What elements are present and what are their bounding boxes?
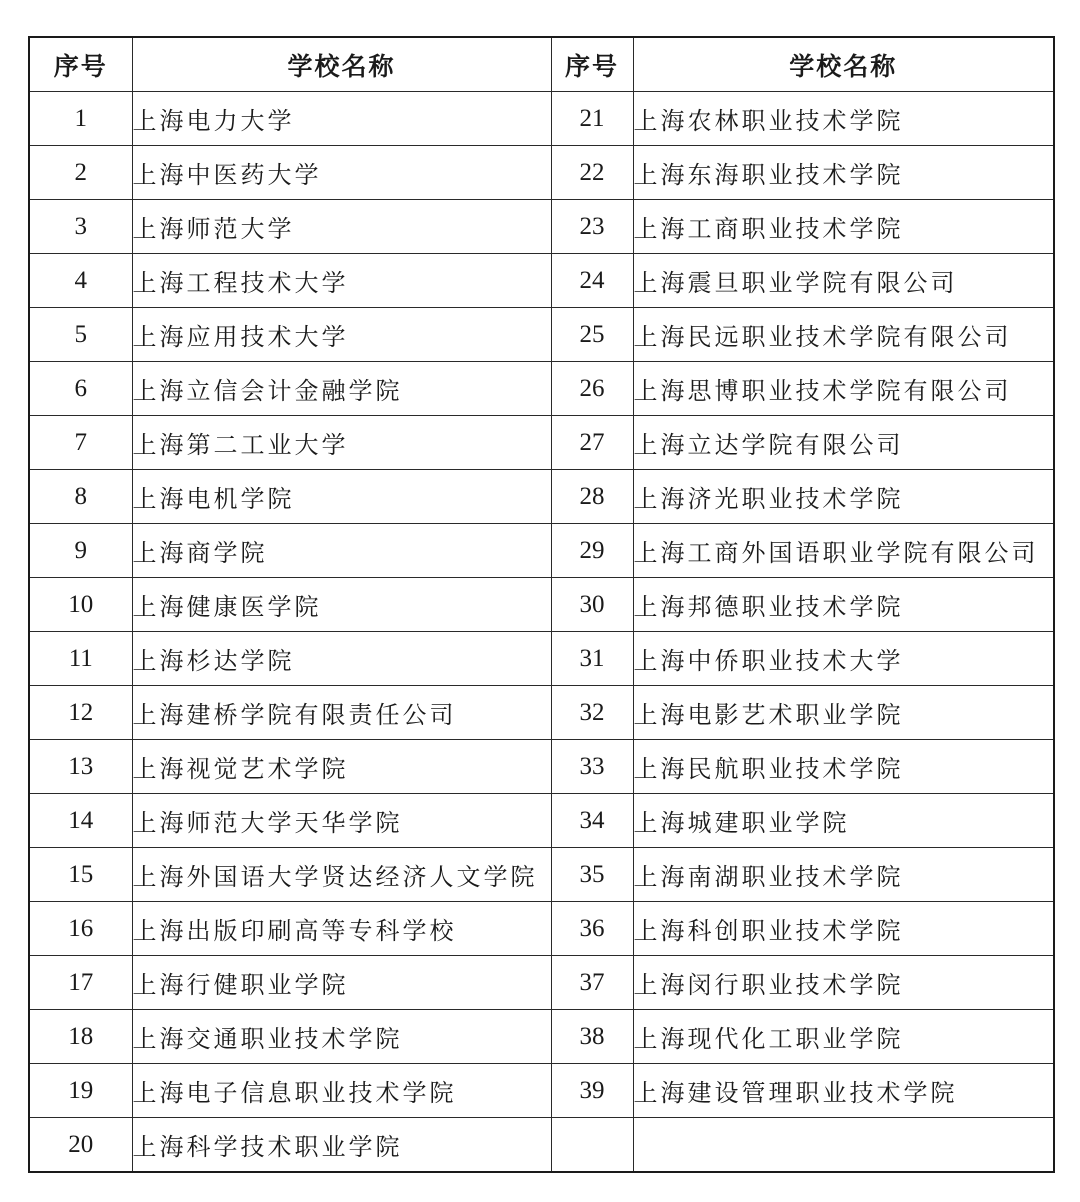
school-name-left-cell: 上海健康医学院 xyxy=(132,578,551,632)
seq-right-cell: 23 xyxy=(551,200,633,254)
school-name-left-cell: 上海外国语大学贤达经济人文学院 xyxy=(132,848,551,902)
seq-left-cell: 16 xyxy=(29,902,132,956)
seq-right-cell: 28 xyxy=(551,470,633,524)
school-name-right-cell: 上海建设管理职业技术学院 xyxy=(633,1064,1054,1118)
table-row xyxy=(29,524,1054,578)
seq-right-cell: 39 xyxy=(551,1064,633,1118)
school-name-left-cell: 上海商学院 xyxy=(132,524,551,578)
seq-right-cell: 21 xyxy=(551,92,633,146)
seq-right-cell: 35 xyxy=(551,848,633,902)
seq-right-cell: 36 xyxy=(551,902,633,956)
school-name-right-cell: 上海工商职业技术学院 xyxy=(633,200,1054,254)
school-name-left-cell: 上海电机学院 xyxy=(132,470,551,524)
table-row xyxy=(29,578,1054,632)
school-name-left-cell: 上海立信会计金融学院 xyxy=(132,362,551,416)
school-name-left-cell: 上海师范大学天华学院 xyxy=(132,794,551,848)
seq-right-cell: 26 xyxy=(551,362,633,416)
seq-right-cell: 33 xyxy=(551,740,633,794)
seq-left-cell: 11 xyxy=(29,632,132,686)
seq-right-cell: 29 xyxy=(551,524,633,578)
table-row xyxy=(29,200,1054,254)
seq-left-cell: 14 xyxy=(29,794,132,848)
seq-left-cell: 20 xyxy=(29,1118,132,1173)
seq-right-cell: 34 xyxy=(551,794,633,848)
school-name-right-cell: 上海科创职业技术学院 xyxy=(633,902,1054,956)
school-name-right-cell: 上海民远职业技术学院有限公司 xyxy=(633,308,1054,362)
table-row xyxy=(29,848,1054,902)
seq-right-cell: 24 xyxy=(551,254,633,308)
school-name-right-cell: 上海邦德职业技术学院 xyxy=(633,578,1054,632)
school-list-table xyxy=(28,36,1055,1173)
school-name-left-cell: 上海科学技术职业学院 xyxy=(132,1118,551,1173)
school-name-right-cell: 上海震旦职业学院有限公司 xyxy=(633,254,1054,308)
header-seq-left: 序号 xyxy=(29,37,132,92)
table-row xyxy=(29,740,1054,794)
table-row xyxy=(29,1064,1054,1118)
school-name-right-cell: 上海济光职业技术学院 xyxy=(633,470,1054,524)
seq-left-cell: 7 xyxy=(29,416,132,470)
school-name-right-cell: 上海思博职业技术学院有限公司 xyxy=(633,362,1054,416)
seq-right-cell: 37 xyxy=(551,956,633,1010)
table-row xyxy=(29,362,1054,416)
seq-right-cell: 38 xyxy=(551,1010,633,1064)
school-name-right-cell: 上海城建职业学院 xyxy=(633,794,1054,848)
table-row xyxy=(29,308,1054,362)
seq-left-cell: 12 xyxy=(29,686,132,740)
school-name-right-cell: 上海电影艺术职业学院 xyxy=(633,686,1054,740)
seq-right-cell: 27 xyxy=(551,416,633,470)
table-row xyxy=(29,686,1054,740)
seq-left-cell: 3 xyxy=(29,200,132,254)
school-name-right-cell: 上海现代化工职业学院 xyxy=(633,1010,1054,1064)
table-row xyxy=(29,956,1054,1010)
seq-left-cell: 17 xyxy=(29,956,132,1010)
school-name-right-cell: 上海工商外国语职业学院有限公司 xyxy=(633,524,1054,578)
seq-right-cell: 30 xyxy=(551,578,633,632)
seq-right-cell: 25 xyxy=(551,308,633,362)
school-name-left-cell: 上海电力大学 xyxy=(132,92,551,146)
school-name-right-cell: 上海南湖职业技术学院 xyxy=(633,848,1054,902)
table-row xyxy=(29,1118,1054,1173)
school-name-right-cell: 上海中侨职业技术大学 xyxy=(633,632,1054,686)
school-name-left-cell: 上海师范大学 xyxy=(132,200,551,254)
seq-left-cell: 6 xyxy=(29,362,132,416)
school-name-left-cell: 上海中医药大学 xyxy=(132,146,551,200)
seq-left-cell: 15 xyxy=(29,848,132,902)
seq-right-cell: 31 xyxy=(551,632,633,686)
seq-left-cell: 2 xyxy=(29,146,132,200)
table-row xyxy=(29,92,1054,146)
school-name-left-cell: 上海第二工业大学 xyxy=(132,416,551,470)
header-name-right: 学校名称 xyxy=(633,37,1054,92)
school-name-right-cell: 上海民航职业技术学院 xyxy=(633,740,1054,794)
seq-left-cell: 5 xyxy=(29,308,132,362)
table-row xyxy=(29,902,1054,956)
school-name-left-cell: 上海工程技术大学 xyxy=(132,254,551,308)
seq-left-cell: 19 xyxy=(29,1064,132,1118)
school-name-left-cell: 上海建桥学院有限责任公司 xyxy=(132,686,551,740)
header-row xyxy=(29,37,1054,92)
school-name-right-cell: 上海农林职业技术学院 xyxy=(633,92,1054,146)
seq-left-cell: 9 xyxy=(29,524,132,578)
seq-left-cell: 10 xyxy=(29,578,132,632)
school-name-left-cell: 上海视觉艺术学院 xyxy=(132,740,551,794)
seq-left-cell: 13 xyxy=(29,740,132,794)
school-name-right-cell: 上海立达学院有限公司 xyxy=(633,416,1054,470)
school-name-right-cell xyxy=(633,1118,1054,1173)
school-name-left-cell: 上海杉达学院 xyxy=(132,632,551,686)
header-name-left: 学校名称 xyxy=(132,37,551,92)
table-row xyxy=(29,470,1054,524)
seq-left-cell: 1 xyxy=(29,92,132,146)
table-row xyxy=(29,632,1054,686)
school-name-left-cell: 上海行健职业学院 xyxy=(132,956,551,1010)
seq-right-cell: 22 xyxy=(551,146,633,200)
seq-right-cell: 32 xyxy=(551,686,633,740)
header-seq-right: 序号 xyxy=(551,37,633,92)
school-name-left-cell: 上海出版印刷高等专科学校 xyxy=(132,902,551,956)
school-name-right-cell: 上海闵行职业技术学院 xyxy=(633,956,1054,1010)
seq-left-cell: 18 xyxy=(29,1010,132,1064)
table-row xyxy=(29,416,1054,470)
school-name-right-cell: 上海东海职业技术学院 xyxy=(633,146,1054,200)
seq-right-cell xyxy=(551,1118,633,1173)
seq-left-cell: 8 xyxy=(29,470,132,524)
school-name-left-cell: 上海应用技术大学 xyxy=(132,308,551,362)
table-row xyxy=(29,794,1054,848)
school-name-left-cell: 上海交通职业技术学院 xyxy=(132,1010,551,1064)
table-row xyxy=(29,146,1054,200)
seq-left-cell: 4 xyxy=(29,254,132,308)
school-name-left-cell: 上海电子信息职业技术学院 xyxy=(132,1064,551,1118)
table-row xyxy=(29,1010,1054,1064)
table-row xyxy=(29,254,1054,308)
